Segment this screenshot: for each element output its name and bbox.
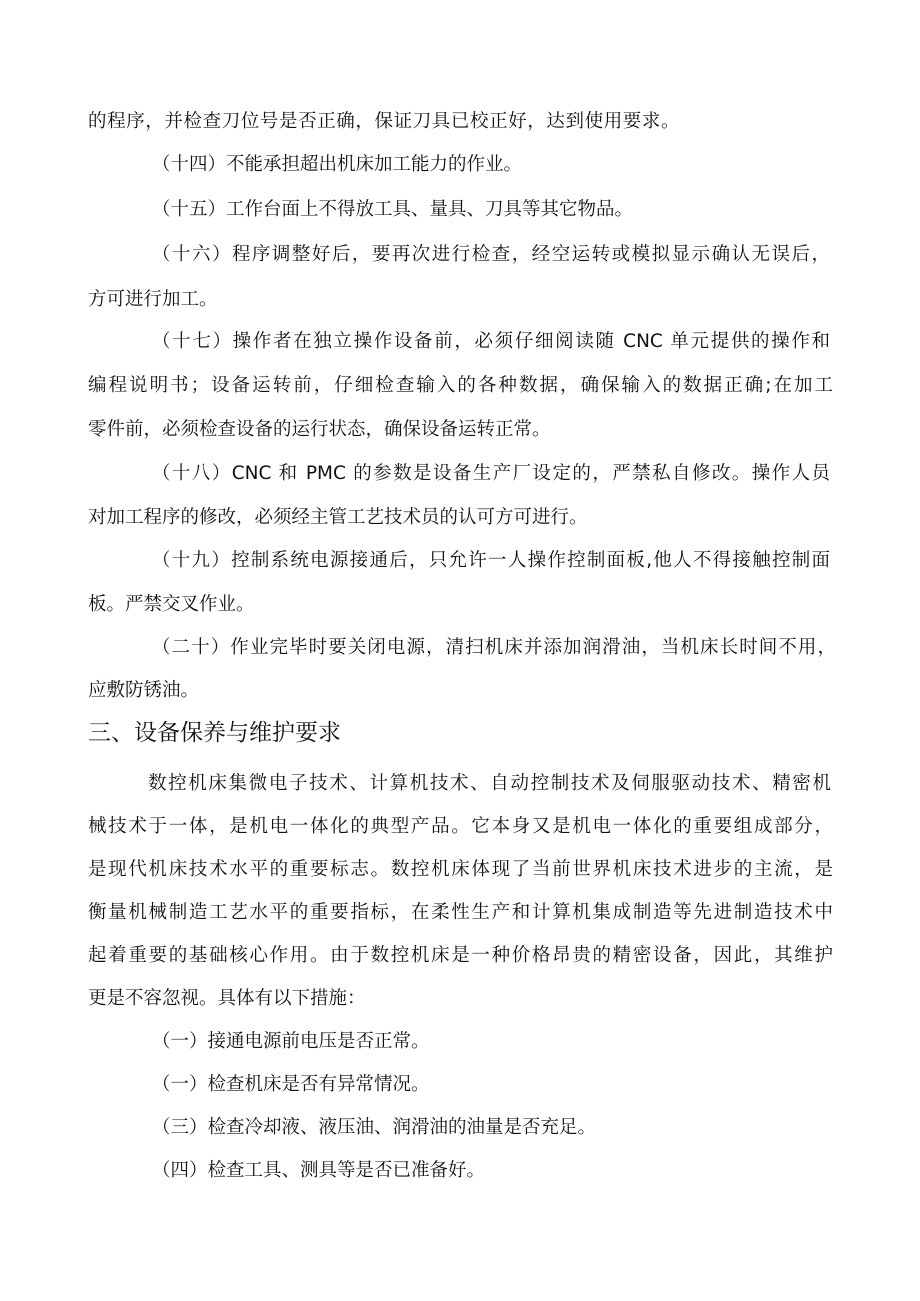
- item-16-line-1: （十六）程序调整好后，要再次进行检查，经空运转或模拟显示确认无误后，: [152, 244, 830, 265]
- item-15: （十五）工作台面上不得放工具、量具、刀具等其它物品。: [152, 199, 634, 220]
- continuation-line: 的程序，并检查刀位号是否正确，保证刀具已校正好，达到使用要求。: [88, 111, 681, 132]
- intro-line-3: 是现代机床技术水平的重要标志。数控机床体现了当前世界机床技术进步的主流，是: [88, 859, 833, 880]
- item-17-line-3: 零件前，必须检查设备的运行状态，确保设备运转正常。: [88, 419, 551, 440]
- item-17-line-2: 编程说明书；设备运转前，仔细检查输入的各种数据，确保输入的数据正确;在加工: [88, 375, 833, 396]
- intro-line-2: 械技术于一体，是机电一体化的典型产品。它本身又是机电一体化的重要组成部分，: [88, 816, 833, 837]
- item-19-line-1: （十九）控制系统电源接通后，只允许一人操作控制面板,他人不得接触控制面: [152, 550, 830, 571]
- item-17-line-1: （十七）操作者在独立操作设备前，必须仔细阅读随 CNC 单元提供的操作和: [152, 331, 830, 352]
- intro-line-4: 衡量机械制造工艺水平的重要指标，在柔性生产和计算机集成制造等先进制造技术中: [88, 902, 833, 923]
- item-16-line-2: 方可进行加工。: [88, 289, 218, 310]
- item-19-line-2: 板。严禁交叉作业。: [88, 594, 255, 615]
- item-20-line-2: 应敷防锈油。: [88, 680, 200, 701]
- measure-2: （一）检查机床是否有异常情况。: [152, 1074, 430, 1095]
- measure-3: （三）检查冷却液、液压油、润滑油的油量是否充足。: [152, 1117, 597, 1138]
- intro-line-1: 数控机床集微电子技术、计算机技术、自动控制技术及伺服驱动技术、精密机: [148, 773, 831, 794]
- item-18-line-1: （十八）CNC 和 PMC 的参数是设备生产厂设定的，严禁私自修改。操作人员: [152, 463, 830, 484]
- item-20-line-1: （二十）作业完毕时要关闭电源，清扫机床并添加润滑油，当机床长时间不用，: [152, 637, 836, 658]
- intro-line-5: 起着重要的基础核心作用。由于数控机床是一种价格昂贵的精密设备，因此，其维护: [88, 945, 833, 966]
- section-heading: 三、设备保养与维护要求: [88, 720, 341, 746]
- measure-1: （一）接通电源前电压是否正常。: [152, 1031, 430, 1052]
- measure-4: （四）检查工具、测具等是否已准备好。: [152, 1160, 486, 1181]
- intro-line-6: 更是不容忽视。具体有以下措施：: [88, 988, 366, 1009]
- item-18-line-2: 对加工程序的修改，必须经主管工艺技术员的认可方可进行。: [88, 507, 588, 528]
- item-14: （十四）不能承担超出机床加工能力的作业。: [152, 154, 523, 175]
